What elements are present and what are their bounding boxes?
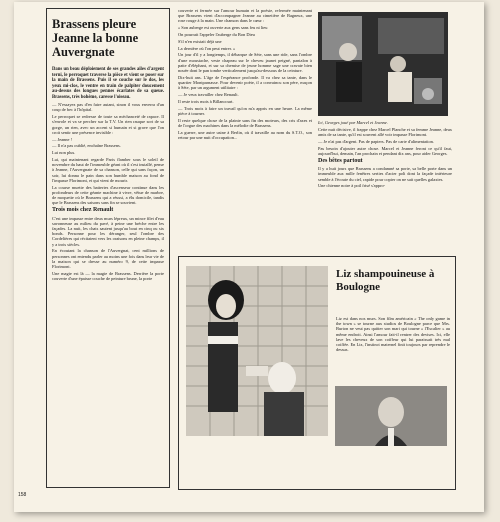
paragraph: Le perroquet se redresse de toute sa méchanceté de rapace. Il s'envole et va se percher sur la T.V. Un rien rauque sort de sa gorge, un rien, avec un accent si humain et si grave que l'on croit sentir une présence invisible : [52, 114, 164, 135]
paragraph: Il reste quelque chose de la plainte sans fin des moteurs, des cris d'axes et de l'orgue des machines dans la mélodie de Brassens. [178, 117, 312, 128]
verse-line: On pourrait l'appeler l'auberge du Bon Dieu [178, 32, 255, 37]
verse-line: S'il n'en existait déjà une [178, 38, 222, 44]
paragraph: La course muette des batteries d'ascenseur continue dans les profondeurs de cette géante machine à vivre, vêtue de marbre, de moquette où le Brassens qui a réussi, a élu domicile, tandis que le Brassens des saisons sans fin se souvient. [52, 184, 164, 206]
paragraph: Cette nuit décisive, il frappe chez Marcel Planche et sa femme Jeanne, deux amis de sa tante, qu'il est souvent allé voir impasse Florimont. [318, 126, 452, 137]
paragraph: Lui, qui maintenant regarde Paris flamber sous le soleil de novembre du haut de l'immeuble géant où il s'est installé, pense à Jeanne, l'Auvergnate de sa chanson, celle qui sans façon, un soir, lui donna le pain dans son humble maison au fond de l'impasse Florimont, et qui vient de mourir. [52, 156, 164, 183]
paragraph: Liz est dans nos murs. Son film américain « The only game in the town » se tourne aux studios de Boulogne parce que Mrs. Burton ne veut pas quitter son mari qui tourne « l'Escalier » au même endroit. Ainsi l'amour fait-il rentrer des devises. Ici, elle lave les cheveux de son coiffeur qui lui paraissait très mal coiffée. En Liz, l'instinct maternel finit toujours par reprendre le dessus. [336, 316, 450, 353]
article-column-2 [178, 8, 312, 254]
article-lead: Dans un beau déploiement de ses grandes ailes d'argent terni, le perroquet traverse la pièce et vient se poser sur la main de Brassens. Puis il se couche sur le dos, les yeux mi-clos, le ventre en train de palpiter doucement au-dessus des longues pennes écarlates de sa queue. Brassens, très bohème, caresse l'oiseau. [52, 67, 164, 100]
photo-liz-image [186, 266, 328, 436]
photo-liz-shampoo [186, 266, 328, 436]
photo-caption: Ici, Georges joué par Marcel et Jeanne. [318, 120, 388, 125]
photo-brassens-room [318, 12, 448, 116]
paragraph: Une magie est là — la magie de Brassens. Derrière la porte couverte d'une épaisse couche de peinture brune, la porte [52, 270, 164, 281]
subheading: Des bêtes partout [318, 158, 363, 164]
page-number: 158 [18, 492, 27, 498]
paragraph: Dix-huit ans. L'âge de l'espérance profonde. Il va chez sa tante, dans le quartier Montparnasse. Pour devenir poète, il a convaincu son père, maçon à Sète, par un argument utilitaire : [178, 74, 312, 91]
article-column-3 [318, 120, 452, 256]
article-headline: Brassens pleure Jeanne la bonne Auvergnate [52, 17, 139, 59]
photo-man-portrait [335, 386, 447, 446]
paragraph: La guerre, une autre usine à Berlin, où il travaille au nom du S.T.O., son retour par une nuit d'occupation... [178, 129, 312, 140]
verse-line: « Son auberge est ouverte aux gens sans feu ni lieu [178, 25, 268, 31]
paragraph: — Trois mois à faire un travail qu'on m'a appris en une heure. La même pièce à tourner. [178, 105, 312, 116]
paragraph: — Il n'a pas oublié, enchaîne Brassens. [52, 143, 121, 149]
paragraph: Pas besoin d'ajouter autre chose. Marcel et Jeanne feront ce qu'il faut, aujourd'hui, demain, l'an prochain et pendant dix ans, pour aider Georges. [318, 145, 452, 156]
paragraph: Une chienne noire à poil frisé s'appro- [318, 183, 386, 189]
paragraph: couverte et fermée sur l'amour humain et la poésie, refermée maintenant que Brassens vient d'accompagner Jeanne au cimetière de Bagneux, une rose rouge à la main. Une chanson dans le cœur : [178, 8, 312, 24]
verse-line: La dernière où l'on peut entrer. » [178, 45, 236, 51]
paragraph: Lui non plus. [52, 150, 76, 156]
subheading: Trois mois chez Renault [52, 207, 114, 214]
paragraph: Un jour d'il y a longtemps, il débarque de Sète, sans une ride, sans l'ombre d'une moustache, veste chapeau sur le cheveu jaunet peigné, pantalon à patte d'éléphant, et sur sa chemise de jeune homme sage une cravate bien nouée dont le pan tombe verticalement jusqu'au-dessous de la ceinture. [178, 52, 312, 73]
article-headline-liz: Liz shampouineuse à Boulogne [336, 268, 435, 293]
photo-man-image [335, 386, 447, 446]
photo-brassens-image [318, 12, 448, 116]
paragraph: Il reste trois mois à Billancourt. [178, 98, 234, 104]
paragraph: — N'essayez pas d'en faire autant, sinon il vous enverra d'un coup de bec à l'hôpital. [52, 102, 164, 113]
paragraph: En écoutant la chanson de l'Auvergnat, cent millions de personnes ont entendu parler au moins une fois dans leur vie de la maison qui se dresse au numéro 9, de cette impasse Florimont. [52, 248, 164, 269]
paragraph: Il y a huit jours que Brassens a condamné sa porte, sa belle porte dans un immeuble aux mille fenêtres serties d'acier poli dont la façade intérieure semble à l'écoute du ciel, rapide pour copier on ne sait quelles galaxies. [318, 166, 452, 182]
paragraph: — Je veux travailler chez Renault. [178, 92, 239, 97]
article-liz-body [336, 316, 450, 382]
paragraph: — Jeanne ! [52, 136, 72, 142]
paragraph: C'est une impasse entre deux murs lépreux, un mince filet d'eau savonneuse au milieu du pavé, à peine une brèche entre les façades. La nuit, les chats sautent jusqu'au bout en cinq ou six bonds. Personne pour les déranger, seul l'ombre des Cordelières qui récitaient vers les oraisons en pleine champs, il y a trois siècles. [52, 215, 164, 247]
article-brassens [46, 8, 170, 488]
paragraph: — Je n'ai pas d'argent. Pas de papiers. Pas de carte d'alimentation. [318, 138, 434, 144]
